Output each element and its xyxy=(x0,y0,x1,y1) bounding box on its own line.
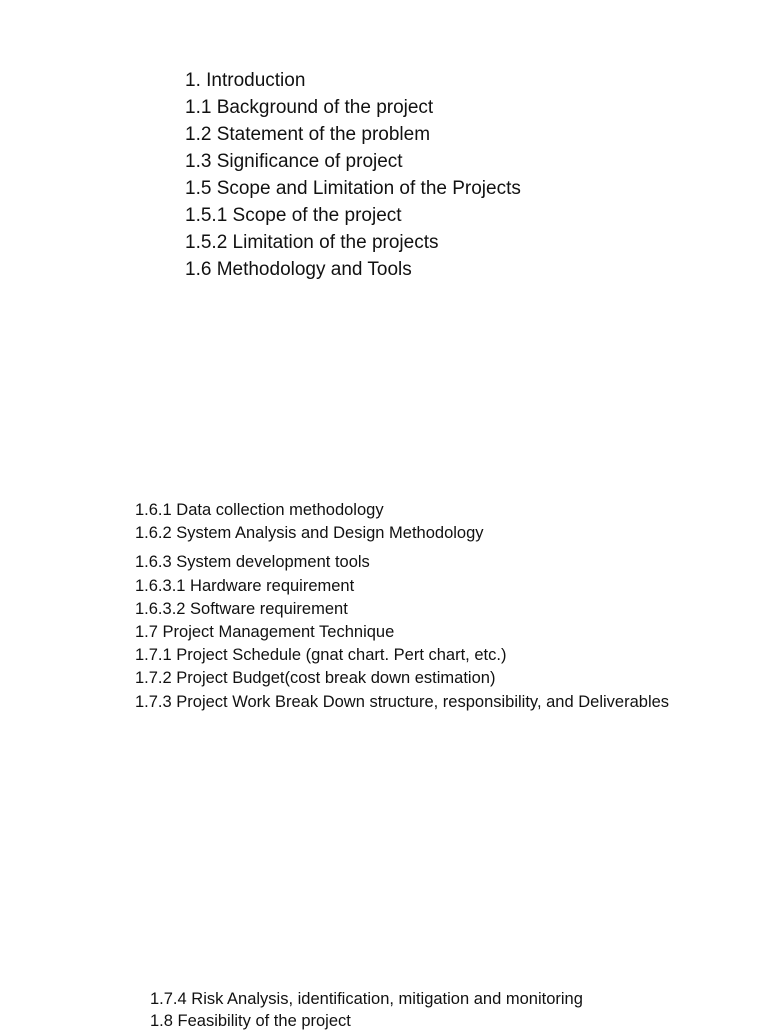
toc-item: 1.6.1 Data collection methodology xyxy=(135,501,384,519)
toc-item: 1.6 Methodology and Tools xyxy=(185,259,412,280)
toc-item: 1.7.3 Project Work Break Down structure, responsibility, and Deliverables xyxy=(135,692,670,711)
toc-item: 1.6.3.2 Software requirement xyxy=(135,599,348,618)
toc-item: 1.7 Project Management Technique xyxy=(135,623,395,642)
toc-item: 1.8 Feasibility of the project xyxy=(150,1012,351,1030)
toc-section-introduction xyxy=(185,67,521,283)
toc-item: 1.5.2 Limitation of the projects xyxy=(185,232,439,253)
toc-item: 1.7.1 Project Schedule (gnat chart. Pert chart, etc.) xyxy=(135,646,507,665)
toc-item: 1.5.1 Scope of the project xyxy=(185,205,402,226)
toc-item: 1.3 Significance of project xyxy=(185,151,403,172)
toc-item: 1.6.2 System Analysis and Design Methodology xyxy=(135,524,484,543)
toc-item: 1.1 Background of the project xyxy=(185,97,434,118)
toc-section-methodology xyxy=(135,499,669,714)
toc-item: 1.2 Statement of the problem xyxy=(185,124,431,145)
toc-section-risk-feasibility xyxy=(150,988,583,1032)
toc-item: 1. Introduction xyxy=(185,70,306,91)
toc-item: 1.5 Scope and Limitation of the Projects xyxy=(185,178,521,199)
toc-item: 1.6.3 System development tools xyxy=(135,553,370,572)
toc-item: 1.6.3.1 Hardware requirement xyxy=(135,576,355,595)
toc-item: 1.7.2 Project Budget(cost break down estimation) xyxy=(135,669,496,688)
toc-item: 1.7.4 Risk Analysis, identification, mitigation and monitoring xyxy=(150,990,583,1008)
